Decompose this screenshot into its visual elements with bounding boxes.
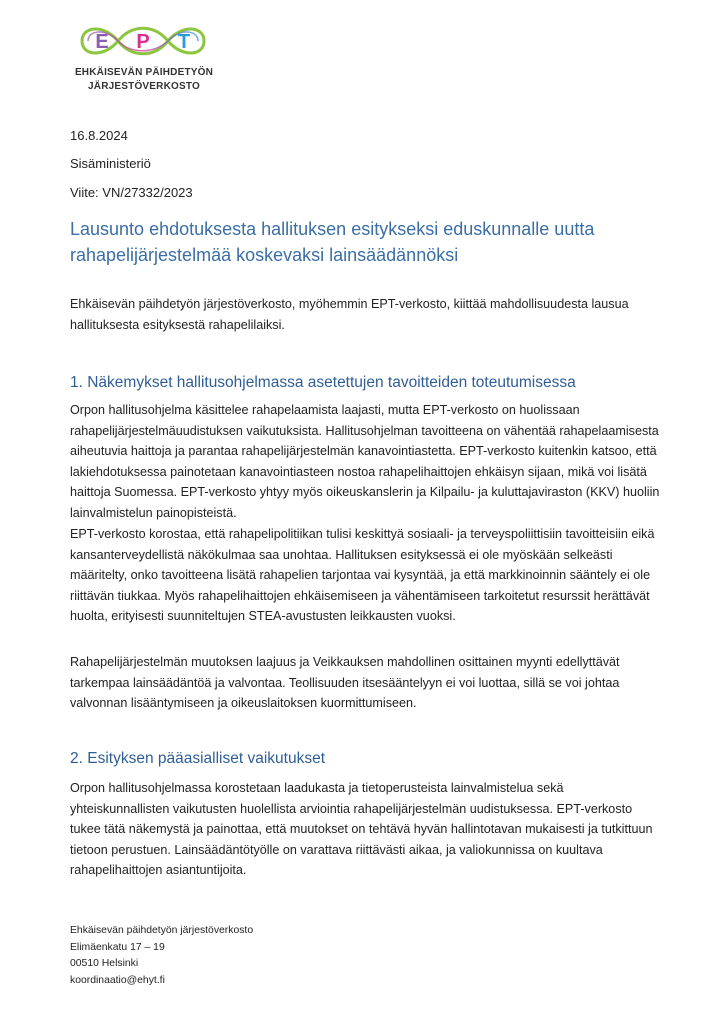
logo-line-2: JÄRJESTÖVERKOSTO <box>88 81 200 92</box>
section-2-heading: 2. Esityksen pääasialliset vaikutukset <box>70 750 326 767</box>
footer-address <box>70 923 253 989</box>
logo-line-1: EHKÄISEVÄN PÄIHDETYÖN <box>74 67 214 78</box>
logo-wave-graphic <box>74 18 214 64</box>
letter-title-line-2: rahapelijärjestelmää koskevaksi lainsäädännöksi <box>70 245 459 265</box>
logo-letter-t: T <box>177 31 191 53</box>
letter-reference: Viite: VN/27332/2023 <box>70 185 193 200</box>
footer-postal: 00510 Helsinki <box>70 958 139 969</box>
section-1-heading: 1. Näkemykset hallitusohjelmassa asetettujen tavoitteiden toteutumisessa <box>70 374 576 391</box>
footer-street: Elimäenkatu 17 – 19 <box>70 941 165 953</box>
logo-letter-e: E <box>95 31 109 53</box>
section-1-paragraph-3: Rahapelijärjestelmän muutoksen laajuus ja Veikkauksen mahdollinen osittainen myynti edellyttävät tarkempaa lainsäädäntöä ja valvontaa. Teollisuuden itsesääntelyyn ei voi luottaa, sillä se voi johtaa valvonnan lisääntymiseen ja oikeuslaitoksen kuormittumiseen. <box>70 655 620 710</box>
letter-title <box>70 216 630 268</box>
section-1-paragraph-2: EPT-verkosto korostaa, että rahapelipolitiikan tulisi keskittyä sosiaali- ja terveyspoliittisiin tavoitteisiin eikä kansanterveydellistä näkökulmaa saa unohtaa. Hallituksen esityksessä ei ole myöskään selkeästi määritelty, onko tavoitteena lisätä rahapelien tarjontaa vai kysyntää, ja että markkinoinnin sääntely ei ole riittävän tiukkaa. Myös rahapelihaittojen ehkäisemiseen ja vähentämiseen tarkoitetut resurssit herättävät huolta, erityisesti suunniteltujen STEA-avustusten leikkausten vuoksi. <box>70 527 655 623</box>
intro-paragraph: Ehkäisevän päihdetyön järjestöverkosto, myöhemmin EPT-verkosto, kiittää mahdollisuudesta lausua hallituksesta esityksestä rahapelilaiksi. <box>70 297 629 332</box>
letter-title-line-1: Lausunto ehdotuksesta hallituksen esitykseksi eduskunnalle uutta <box>70 219 595 239</box>
logo-letter-p: P <box>136 31 150 53</box>
letter-date: 16.8.2024 <box>70 128 128 143</box>
letter-recipient: Sisäministeriö <box>70 156 151 171</box>
footer-email: koordinaatio@ehyt.fi <box>70 974 165 986</box>
section-1-paragraph-1: Orpon hallitusohjelma käsittelee rahapelaamista laajasti, mutta EPT-verkosto on huolissaan rahapelijärjestelmäuudistuksen vaikutuksista. Hallitusohjelman tavoitteena on vähentää rahapelaamisesta aiheutuvia haittoja ja parantaa rahapelijärjestelmän kanavointiastetta. EPT-verkosto kuitenkin katsoo, että lakiehdotuksessa painotetaan kanavointiasteen nostoa rahapelihaittojen ehkäisyn sijaan, mikä voi lisätä haittoja Suomessa. EPT-verkosto yhtyy myös oikeuskanslerin ja Kilpailu- ja kuluttajaviraston (KKV) huoliin lainvalmistelun painopisteistä. <box>70 403 660 520</box>
footer-org: Ehkäisevän päihdetyön järjestöverkosto <box>70 925 254 936</box>
section-2-paragraph-1: Orpon hallitusohjelmassa korostetaan laadukasta ja tietoperusteista lainvalmistelua sekä yhteiskunnallisten vaikutusten huolellista arviointia rahapelijärjestelmän uudistuksessa. EPT-verkosto tukee tätä näkemystä ja painottaa, että muutokset on tehtävä hyvän hallintotavan mukaisesti ja tutkittuun tietoon perustuen. Lainsäädäntötyölle on varattava riittävästi aikaa, ja valiokunnissa on kuultava rahapelihaittojen asiantuntijoita. <box>70 781 653 877</box>
logo-org-name <box>74 66 214 94</box>
